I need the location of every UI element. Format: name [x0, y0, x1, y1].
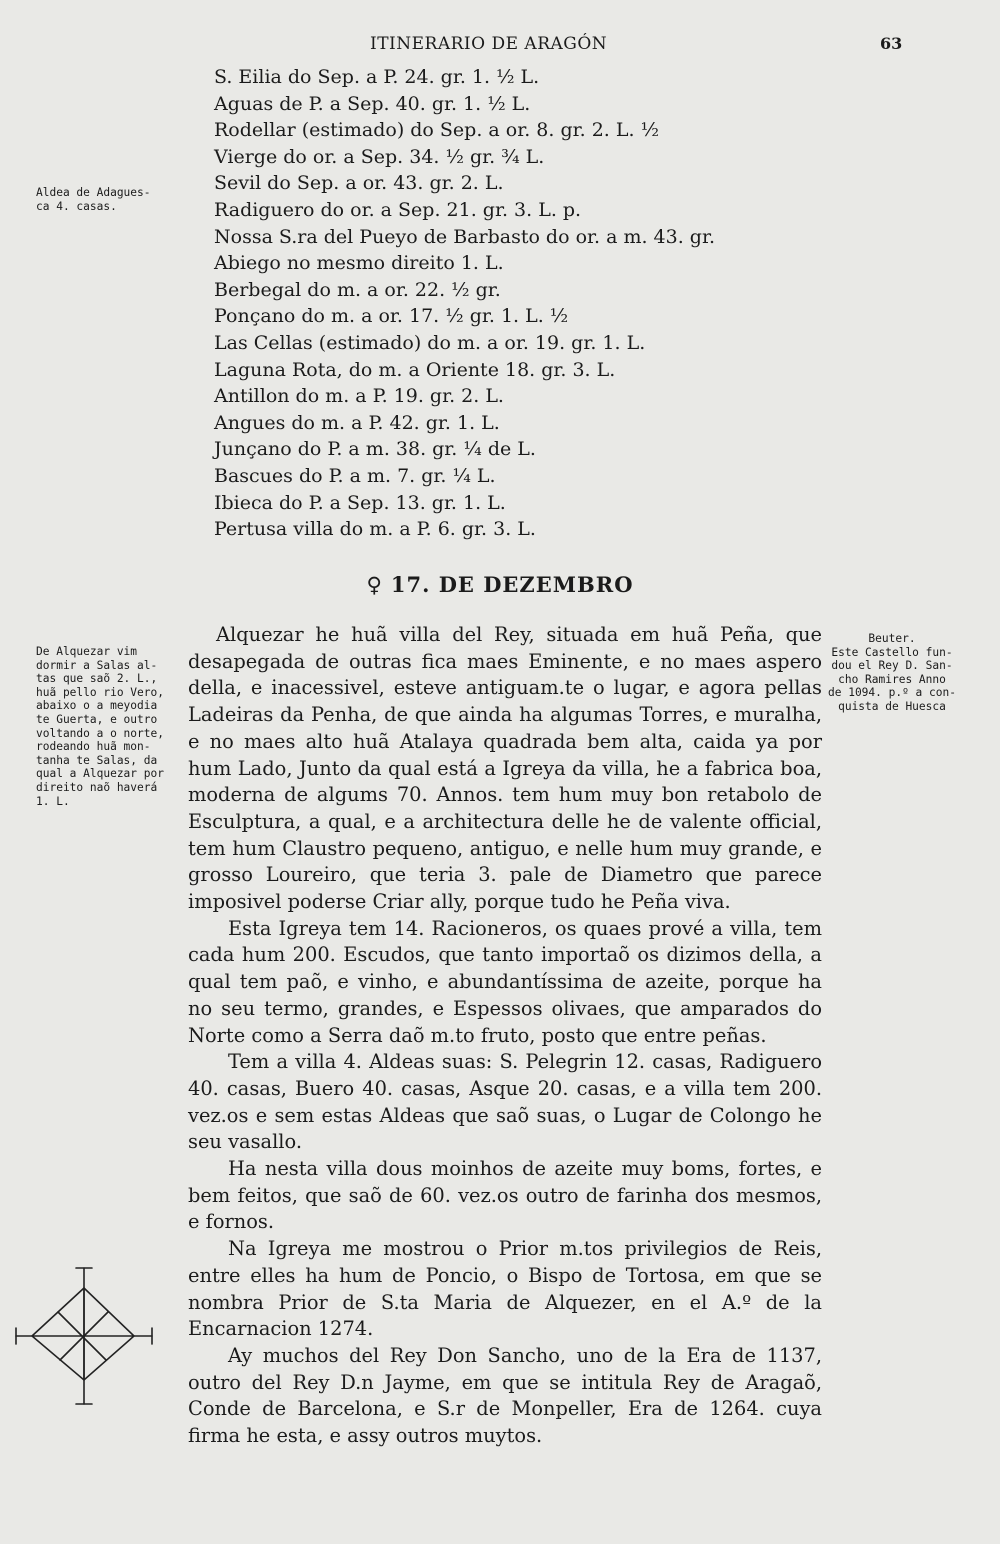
margin-note-aldea: Aldea de Adagues- ca 4. casas. — [36, 186, 151, 213]
itinerary-entry: Ibieca do P. a Sep. 13. gr. 1. L. — [214, 491, 506, 514]
page-number: 63 — [880, 34, 903, 53]
itinerary-entry: Bascues do P. a m. 7. gr. ¼ L. — [214, 464, 496, 487]
itinerary-entry: Nossa S.ra del Pueyo de Barbasto do or. a m. 43. gr. — [214, 225, 716, 248]
itinerary-entry: S. Eilia do Sep. a P. 24. gr. 1. ½ L. — [214, 66, 540, 88]
section-heading-text: 17. DE DEZEMBRO — [390, 572, 634, 597]
itinerary-entry: Las Cellas (estimado) do m. a or. 19. gr. 1. L. — [214, 331, 646, 354]
venus-symbol-icon: ♀ — [366, 573, 383, 597]
itinerary-list — [214, 64, 814, 543]
paragraph: Esta Igreya tem 14. Racioneros, os quaes prové a villa, tem cada hum 200. Escudos, que tanto importaõ os dizimos della, a qual tem paõ, e vinho, e abundantíssima de azeite, porque ha no seu termo, grandes, e Espessos olivaes, que amparados do Norte como a Serra daõ m.to fruto, posto que entre peñas. — [188, 916, 822, 1047]
itinerary-entry: Sevil do Sep. a or. 43. gr. 2. L. — [214, 172, 504, 195]
itinerary-entry: Rodellar (estimado) do Sep. a or. 8. gr. 2. L. ½ — [214, 119, 659, 142]
itinerary-entry: Pertusa villa do m. a P. 6. gr. 3. L. — [214, 518, 536, 541]
itinerary-entry: Aguas de P. a Sep. 40. gr. 1. ½ L. — [214, 92, 531, 115]
itinerary-entry: Radiguero do or. a Sep. 21. gr. 3. L. p. — [214, 198, 582, 221]
itinerary-entry: Laguna Rota, do m. a Oriente 18. gr. 3. L. — [214, 358, 616, 381]
itinerary-entry: Antillon do m. a P. 19. gr. 2. L. — [214, 385, 504, 408]
running-title: ITINERARIO DE ARAGÓN — [370, 34, 608, 54]
page-header — [0, 34, 1000, 58]
itinerary-entry: Angues do m. a P. 42. gr. 1. L. — [214, 411, 500, 434]
paragraph: Ay muchos del Rey Don Sancho, uno de la Era de 1137, outro del Rey D.n Jayme, em que se intitula Rey de Aragaõ, Conde de Barcelona, e S.r de Monpeller, Era de 1264. cuya firma he esta, e assy outros muytos. — [188, 1343, 822, 1448]
itinerary-entry: Abiego no mesmo direito 1. L. — [214, 252, 504, 275]
margin-note-beuter: Beuter. Este Castello fun- dou el Rey D. San- cho Ramires Anno de 1094. p.º a con- quista de Huesca — [828, 632, 956, 713]
itinerary-entry: Berbegal do m. a or. 22. ½ gr. — [214, 278, 501, 301]
signature-cross-icon — [10, 1262, 160, 1412]
paragraph: Tem a villa 4. Aldeas suas: S. Pelegrin 12. casas, Radiguero 40. casas, Buero 40. casas, Asque 20. casas, e a villa tem 200. vez.os e sem estas Aldeas que saõ suas, o Lugar de Colongo he seu vasallo. — [188, 1050, 822, 1154]
paragraph: Na Igreya me mostrou o Prior m.tos privilegios de Reis, entre elles ha hum de Poncio, o Bispo de Tortosa, em que se nombra Prior de S.ta Maria de Alquezer, en el A.º de la Encarnacion 1274. — [188, 1237, 822, 1341]
itinerary-entry: Vierge do or. a Sep. 34. ½ gr. ¾ L. — [214, 145, 545, 168]
body-text — [188, 622, 822, 1450]
margin-note-alquezar: De Alquezar vim dormir a Salas al- tas que saõ 2. L., huã pello rio Vero, abaixo o a meyodia te Guerta, e outro voltando a o norte, rodeando huã mon- tanha te Salas, da qual a Alquezar por direito naõ haverá 1. L. — [36, 645, 164, 808]
itinerary-entry: Ponçano do m. a or. 17. ½ gr. 1. L. ½ — [214, 305, 569, 328]
itinerary-entry: Junçano do P. a m. 38. gr. ¼ de L. — [214, 438, 536, 461]
section-heading — [0, 572, 1000, 597]
paragraph: Alquezar he huã villa del Rey, situada em huã Peña, que desapegada de outras fica maes Eminente, e no maes aspero della, e inacessivel, esteve antiguam.te o lugar, e agora pellas Ladeiras da Penha, de que ainda ha algumas Torres, e muralha, e no maes alto huã Atalaya quadrada bem alta, caida ya por hum Lado, Junto da qual está a Igreya da villa, he a fabrica boa, moderna de algums 70. Annos. tem hum muy bon retabolo de Esculptura, a qual, e a architectura delle he de valente official, tem hum Claustro pequeno, antiguo, e nelle hum muy grande, e grosso Loureiro, que teria 3. pale de Diametro que parece imposivel poderse Criar ally, porque tudo he Peña viva. — [188, 623, 822, 914]
paragraph: Ha nesta villa dous moinhos de azeite muy boms, fortes, e bem feitos, que saõ de 60. vez.os outro de farinha dos mesmos, e fornos. — [188, 1157, 822, 1234]
